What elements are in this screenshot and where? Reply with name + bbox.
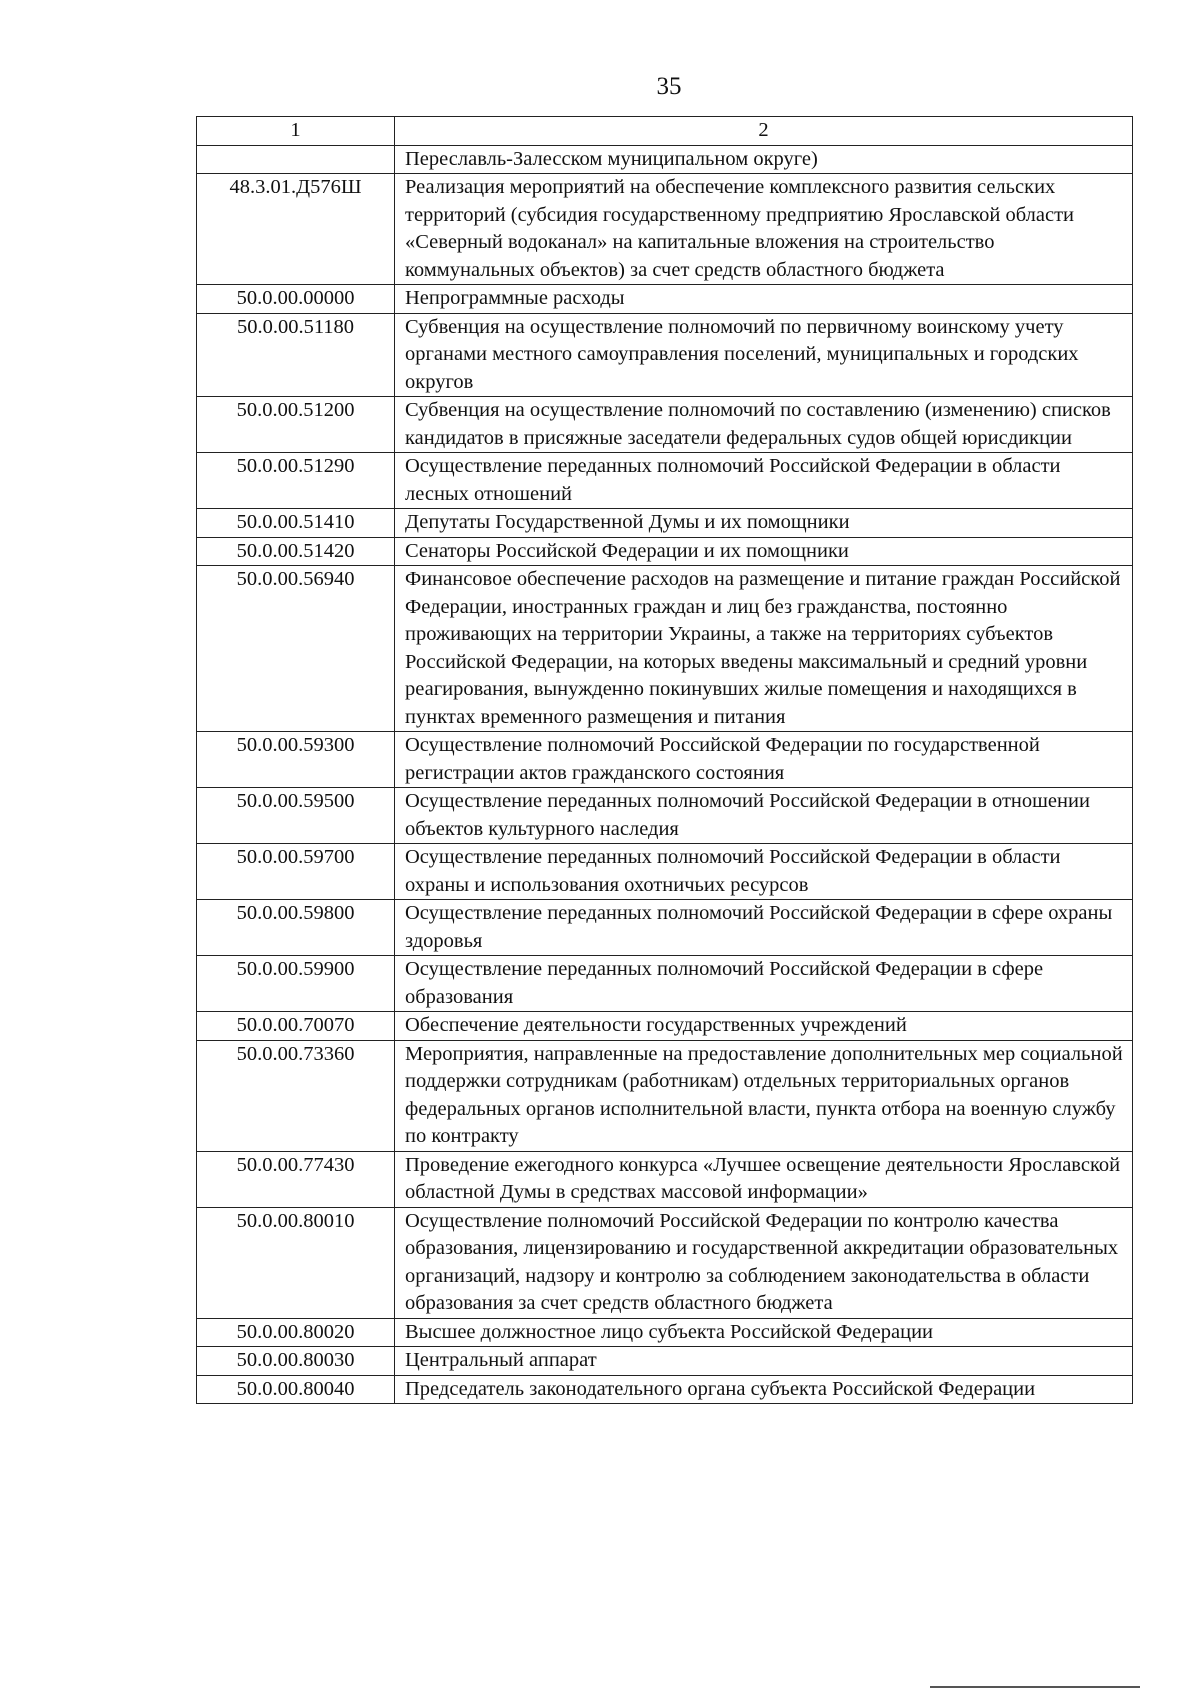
row-description-cell: Непрограммные расходы — [395, 285, 1133, 314]
row-code-cell: 50.0.00.51420 — [197, 537, 395, 566]
row-description-cell: Осуществление полномочий Российской Федерации по государственной регистрации актов гражданского состояния — [395, 732, 1133, 788]
row-description-cell: Субвенция на осуществление полномочий по составлению (изменению) списков кандидатов в присяжные заседатели федеральных судов общей юрисдикции — [395, 397, 1133, 453]
table-row — [197, 313, 1133, 397]
row-description-cell: Осуществление переданных полномочий Российской Федерации в сфере образования — [395, 956, 1133, 1012]
table-header — [197, 117, 1133, 146]
row-code-cell: 50.0.00.51180 — [197, 313, 395, 397]
row-description-cell: Центральный аппарат — [395, 1347, 1133, 1376]
table-row — [197, 537, 1133, 566]
budget-codes-table — [196, 116, 1133, 1404]
table-row — [197, 1347, 1133, 1376]
row-description-cell: Реализация мероприятий на обеспечение комплексного развития сельских территорий (субсидия государственному предприятию Ярославской области «Северный водоканал» на капитальные вложения на строительство коммунальных объектов) за счет средств областного бюджета — [395, 174, 1133, 285]
table-row — [197, 900, 1133, 956]
row-description-cell: Проведение ежегодного конкурса «Лучшее освещение деятельности Ярославской областной Думы в средствах массовой информации» — [395, 1151, 1133, 1207]
table-row — [197, 1375, 1133, 1404]
table-header-row — [197, 117, 1133, 146]
footer-rule — [930, 1686, 1140, 1690]
table-row — [197, 956, 1133, 1012]
table-row — [197, 566, 1133, 732]
row-code-cell: 50.0.00.80030 — [197, 1347, 395, 1376]
column-header-1: 1 — [197, 117, 395, 146]
row-code-cell: 50.0.00.59500 — [197, 788, 395, 844]
table-row — [197, 732, 1133, 788]
row-description-cell: Мероприятия, направленные на предоставление дополнительных мер социальной поддержки сотрудникам (работникам) отдельных территориальных органов федеральных органов исполнительной власти, пункта отбора на военную службу по контракту — [395, 1040, 1133, 1151]
row-code-cell: 50.0.00.59300 — [197, 732, 395, 788]
row-description-cell: Осуществление переданных полномочий Российской Федерации в области охраны и использования охотничьих ресурсов — [395, 844, 1133, 900]
row-code-cell: 50.0.00.80020 — [197, 1318, 395, 1347]
row-code-cell: 50.0.00.59700 — [197, 844, 395, 900]
row-code-cell: 50.0.00.77430 — [197, 1151, 395, 1207]
row-description-cell: Осуществление полномочий Российской Федерации по контролю качества образования, лицензированию и государственной аккредитации образовательных организаций, надзору и контролю за соблюдением законодательства в области образования за счет средств областного бюджета — [395, 1207, 1133, 1318]
table-row — [197, 1207, 1133, 1318]
table-row — [197, 1040, 1133, 1151]
table-row — [197, 788, 1133, 844]
row-code-cell: 50.0.00.80010 — [197, 1207, 395, 1318]
row-description-cell: Осуществление переданных полномочий Российской Федерации в сфере охраны здоровья — [395, 900, 1133, 956]
row-code-cell: 50.0.00.00000 — [197, 285, 395, 314]
table-row — [197, 453, 1133, 509]
row-description-cell: Высшее должностное лицо субъекта Российской Федерации — [395, 1318, 1133, 1347]
row-code-cell: 48.3.01.Д576Ш — [197, 174, 395, 285]
row-code-cell — [197, 145, 395, 174]
row-description-cell: Сенаторы Российской Федерации и их помощники — [395, 537, 1133, 566]
table-row — [197, 1318, 1133, 1347]
table-row — [197, 285, 1133, 314]
row-description-cell: Субвенция на осуществление полномочий по первичному воинскому учету органами местного самоуправления поселений, муниципальных и городских округов — [395, 313, 1133, 397]
row-description-cell: Депутаты Государственной Думы и их помощники — [395, 509, 1133, 538]
table-row — [197, 844, 1133, 900]
row-code-cell: 50.0.00.56940 — [197, 566, 395, 732]
row-code-cell: 50.0.00.59900 — [197, 956, 395, 1012]
row-description-cell: Осуществление переданных полномочий Российской Федерации в области лесных отношений — [395, 453, 1133, 509]
row-code-cell: 50.0.00.70070 — [197, 1012, 395, 1041]
row-description-cell: Осуществление переданных полномочий Российской Федерации в отношении объектов культурного наследия — [395, 788, 1133, 844]
row-code-cell: 50.0.00.51290 — [197, 453, 395, 509]
table-body — [197, 145, 1133, 1404]
table-row — [197, 1012, 1133, 1041]
table-row — [197, 509, 1133, 538]
table-row — [197, 397, 1133, 453]
row-code-cell: 50.0.00.80040 — [197, 1375, 395, 1404]
row-code-cell: 50.0.00.51200 — [197, 397, 395, 453]
row-code-cell: 50.0.00.59800 — [197, 900, 395, 956]
row-description-cell: Председатель законодательного органа субъекта Российской Федерации — [395, 1375, 1133, 1404]
table-row — [197, 174, 1133, 285]
row-description-cell: Обеспечение деятельности государственных учреждений — [395, 1012, 1133, 1041]
table-row — [197, 145, 1133, 174]
column-header-2: 2 — [395, 117, 1133, 146]
page-number: 35 — [656, 73, 682, 100]
row-code-cell: 50.0.00.73360 — [197, 1040, 395, 1151]
row-code-cell: 50.0.00.51410 — [197, 509, 395, 538]
row-description-cell: Финансовое обеспечение расходов на размещение и питание граждан Российской Федерации, иностранных граждан и лиц без гражданства, постоянно проживающих на территории Украины, а также на территориях субъектов Российской Федерации, на которых введены максимальный и средний уровни реагирования, вынужденно покинувших жилые помещения и находящихся в пунктах временного размещения и питания — [395, 566, 1133, 732]
row-description-cell: Переславль-Залесском муниципальном округе) — [395, 145, 1133, 174]
table-row — [197, 1151, 1133, 1207]
